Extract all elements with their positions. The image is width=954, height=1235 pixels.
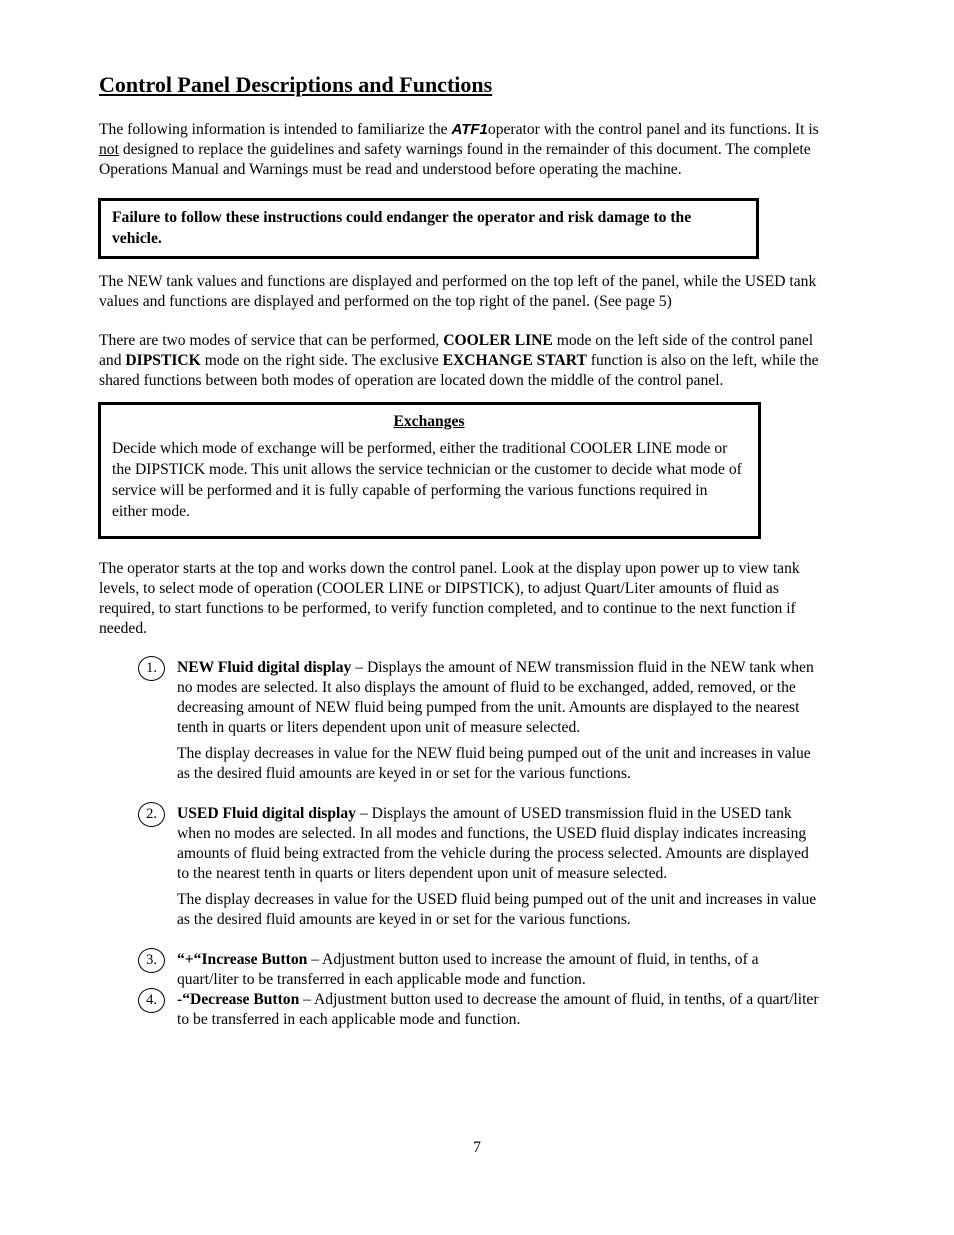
item-number: 1. xyxy=(138,656,165,681)
list-item: 1. NEW Fluid digital display – Displays the amount of NEW transmission fluid in the NEW tank when no modes are selected. It also displays the amount of fluid to be exchanged, added, removed, or the decreasing amount of NEW fluid being pumped from the unit. Amounts are displayed to the nearest tenth in quarts or liters dependent upon unit of measure selected. The display decreases in value for the NEW fluid being pumped out of the unit and increases in value as the desired fluid amounts are keyed in or set for the various functions. xyxy=(99,658,819,784)
intro-paragraph: The following information is intended to familiarize the ATF1operator with the control panel and its functions. It is not designed to replace the guidelines and safety warnings found in the remainder of this document. The complete Operations Manual and Warnings must be read and understood before operating the machine. xyxy=(99,121,819,178)
list-item: 3. “+“Increase Button – Adjustment button used to increase the amount of fluid, in tenths, of a quart/liter to be transferred in each applicable mode and function. xyxy=(99,950,819,990)
list-item: 2. USED Fluid digital display – Displays the amount of USED transmission fluid in the USED tank when no modes are selected. In all modes and functions, the USED fluid display indicates increasing amounts of fluid being extracted from the vehicle during the process selected. Amounts are displayed to the nearest tenth in quarts or liters dependent upon unit of measure selected. The display decreases in value for the USED fluid being pumped out of the unit and increases in value as the desired fluid amounts are keyed in or set for the various functions. xyxy=(99,804,819,930)
item-number: 4. xyxy=(138,988,165,1013)
exchanges-box xyxy=(98,402,761,539)
page-number: 7 xyxy=(473,1139,481,1156)
exchanges-body: Decide which mode of exchange will be performed, either the traditional COOLER LINE mode or the DIPSTICK mode. This unit allows the service technician or the customer to decide what mode of service will be performed and it is fully capable of performing the various functions required in either mode. xyxy=(112,440,742,520)
list-item: 4. -“Decrease Button – Adjustment button used to decrease the amount of fluid, in tenths, of a quart/liter to be transferred in each applicable mode and function. xyxy=(99,990,819,1030)
brand-name: ATF1 xyxy=(451,121,488,138)
exchanges-heading: Exchanges xyxy=(393,413,465,430)
underlined-not: not xyxy=(99,141,119,158)
modes-paragraph: There are two modes of service that can be performed, COOLER LINE mode on the left side of the control panel and DIPSTICK mode on the right side. The exclusive EXCHANGE START function is also on the left, while the shared functions between both modes of operation are located down the middle of the control panel. xyxy=(99,332,819,389)
document-page xyxy=(99,70,819,1030)
page-title: Control Panel Descriptions and Functions xyxy=(99,72,493,97)
operator-paragraph: The operator starts at the top and works down the control panel. Look at the display upon power up to view tank levels, to select mode of operation (COOLER LINE or DIPSTICK), to adjust Quart/Liter amounts of fluid as required, to start functions to be performed, to verify function completed, and to continue to the next function if needed. xyxy=(99,560,800,637)
item-number: 2. xyxy=(138,802,165,827)
function-list xyxy=(99,658,819,1030)
tanks-paragraph: The NEW tank values and functions are displayed and performed on the top left of the panel, while the USED tank values and functions are displayed and performed on the top right of the panel. (See page 5) xyxy=(99,273,817,310)
warning-box: Failure to follow these instructions could endanger the operator and risk damage to the vehicle. xyxy=(98,198,759,259)
item-number: 3. xyxy=(138,948,165,973)
